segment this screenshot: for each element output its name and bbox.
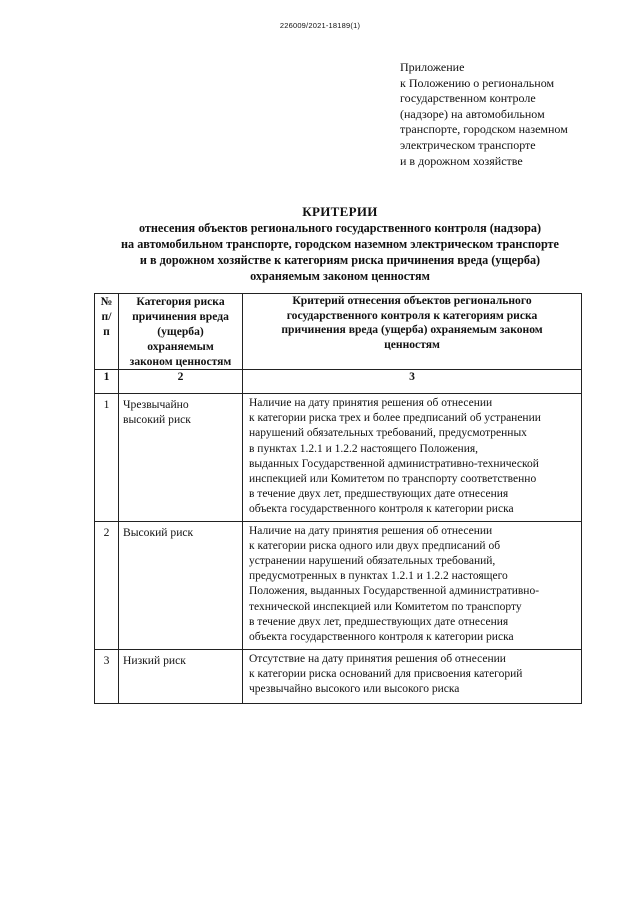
title-line: на автомобильном транспорте, городском наземном электрическом транспорте — [121, 237, 559, 251]
risk-criterion — [243, 649, 582, 703]
risk-criterion — [243, 394, 582, 522]
criterion-line: Наличие на дату принятия решения об отнесении — [249, 524, 493, 537]
criterion-line: объекта государственного контроля к категории риска — [249, 631, 514, 644]
criterion-line: в течение двух лет, предшествующих дате отнесения — [249, 615, 509, 628]
table-header-row — [95, 294, 582, 370]
row-number: 1 — [95, 394, 119, 522]
criterion-line: выданных Государственной административно-технической — [249, 457, 539, 470]
criterion-line: предусмотренных в пунктах 1.2.1 и 1.2.2 настоящего — [249, 570, 508, 583]
risk-category-line: Низкий риск — [123, 653, 186, 667]
risk-criterion — [243, 521, 582, 649]
header-category-line: (ущерба) — [157, 325, 204, 338]
header-num-line: п — [103, 325, 110, 338]
title-line: и в дорожном хозяйстве к категориям риска причинения вреда (ущерба) — [139, 253, 541, 267]
appendix-note — [400, 60, 630, 169]
appendix-line: и в дорожном хозяйстве — [400, 153, 523, 168]
risk-category — [119, 394, 243, 522]
criterion-line: к категории риска трех и более предписаний об устранении — [249, 412, 541, 425]
criteria-table — [94, 293, 582, 704]
header-category — [119, 294, 243, 370]
table-row — [95, 394, 582, 522]
header-num — [95, 294, 119, 370]
header-criterion-line: государственного контроля к категориям риска — [286, 308, 538, 322]
row-number: 2 — [95, 521, 119, 649]
risk-category-line: Высокий риск — [123, 525, 194, 539]
criterion-line: к категории риска оснований для присвоения категорий — [249, 667, 523, 680]
document-id: 226009/2021-18189(1) — [279, 21, 361, 30]
title-line: охраняемым законом ценностям — [250, 269, 430, 283]
column-index-row — [95, 370, 582, 394]
appendix-line: транспорте, городском наземном — [400, 122, 568, 137]
title-main: КРИТЕРИИ — [302, 204, 378, 219]
risk-category-line: высокий риск — [123, 412, 191, 426]
column-index: 3 — [243, 370, 582, 394]
header-category-line: законом ценностям — [129, 355, 232, 368]
header-criterion-line: причинения вреда (ущерба) охраняемым законом — [281, 323, 543, 336]
header-criterion — [243, 294, 582, 370]
appendix-line: к Положению о региональном — [400, 75, 555, 90]
header-criterion-line: Критерий отнесения объектов регионального — [292, 294, 532, 307]
risk-category — [119, 649, 243, 703]
header-category-line: охраняемым — [147, 340, 214, 353]
criterion-line: чрезвычайно высокого или высокого риска — [249, 683, 460, 696]
criterion-line: в течение двух лет, предшествующих дате отнесения — [249, 488, 509, 501]
appendix-line: (надзоре) на автомобильном — [400, 106, 545, 121]
title-line: отнесения объектов регионального государственного контроля (надзора) — [138, 221, 542, 235]
header-num-line: № — [100, 295, 113, 308]
appendix-line: электрическом транспорте — [400, 137, 536, 152]
appendix-line: Приложение — [400, 60, 465, 74]
criterion-line: объекта государственного контроля к категории риска — [249, 503, 514, 516]
criterion-line: Отсутствие на дату принятия решения об отнесении — [249, 652, 506, 665]
risk-category-line: Чрезвычайно — [123, 398, 189, 411]
criterion-line: технической инспекцией или Комитетом по транспорту — [249, 600, 522, 613]
header-num-line: п/ — [101, 310, 112, 323]
row-number: 3 — [95, 649, 119, 703]
column-index: 1 — [95, 370, 119, 394]
risk-category — [119, 521, 243, 649]
criterion-line: устранении нарушений обязательных требований, — [249, 555, 496, 568]
header-category-line: причинения вреда — [132, 310, 229, 323]
criterion-line: Положения, выданных Государственной административно- — [249, 585, 540, 598]
criterion-line: нарушений обязательных требований, предусмотренных — [249, 427, 527, 440]
criterion-line: Наличие на дату принятия решения об отнесении — [249, 397, 493, 409]
criterion-line: инспекцией или Комитетом по транспорту соответственно — [249, 473, 537, 486]
criterion-line: к категории риска одного или двух предписаний об — [249, 539, 501, 552]
table-row — [95, 649, 582, 703]
criterion-line: в пунктах 1.2.1 и 1.2.2 настоящего Положения, — [249, 442, 479, 455]
table-row — [95, 521, 582, 649]
column-index: 2 — [119, 370, 243, 394]
appendix-line: государственном контроле — [400, 91, 536, 106]
header-category-line: Категория риска — [136, 295, 225, 308]
document-title — [60, 204, 620, 284]
header-criterion-line: ценностям — [384, 337, 440, 351]
